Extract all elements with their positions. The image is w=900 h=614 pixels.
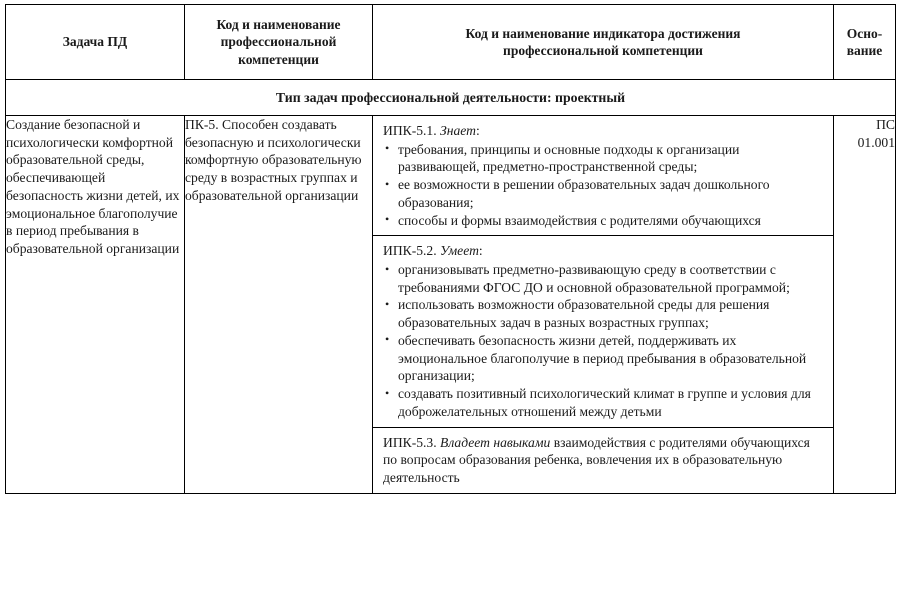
cell-competency-code [185,116,373,494]
task-text: Создание безопасной и психологически комфортной образовательной среды, обеспечивающей безопасность жизни детей, их эмоциональное благополучие в период пребывания в образовательной организации [6,117,180,257]
bullet-icon: • [385,296,390,311]
bullet-icon: • [385,332,390,347]
list-item-text: организовывать предметно-развивающую среду в соответствии с требованиями ФГОС ДО и основной образовательной программой; [398,262,790,295]
list-item [383,296,824,331]
competency-code-text: ПК-5. Способен создавать безопасную и психологически комфортную образовательную среду в возрастных группах и образовательной организации [185,117,362,203]
header-basis-line2: вание [846,43,883,58]
indicator-id-1: ИПК-5.1. [383,123,437,138]
indicator-verb-1: Знает [440,123,476,138]
bullet-icon: • [385,176,390,191]
list-item-text: требования, принципы и основные подходы к организации развивающей, предметно-пространственной среды; [398,141,740,175]
header-cell-basis [834,5,896,80]
header-cell-task [6,5,185,80]
indicator-colon-1: : [475,123,480,138]
indicator-title-1 [383,122,824,140]
section-band-label: Тип задач профессиональной деятельности: проектный [275,89,626,105]
indicator-tail-3: взаимодействия с родителями обучающихся по вопросам образования ребенка, вовлечения их в образовательную деятельность [383,434,810,486]
header-code-line3: компетенции [238,51,319,67]
basis-line1: ПС [876,117,895,132]
header-code-line2: профессиональной [220,34,337,50]
list-item-text: использовать возможности образовательной среды для решения образовательных задач в разных возрастных группах; [398,297,770,331]
indicator-verb-3: Владеет навыками [440,434,551,450]
list-item [383,141,824,176]
header-row [6,5,896,80]
list-item-text: ее возможности в решении образовательных задач дошкольного образования; [398,177,770,210]
indicator-verb-2: Умеет [440,243,479,259]
list-item-text: способы и формы взаимодействия с родителями обучающихся [398,212,761,228]
indicator-paragraph-3 [383,434,824,487]
header-basis-line1: Осно- [846,25,883,41]
bullet-icon: • [385,141,390,156]
list-item-text: обеспечивать безопасность жизни детей, поддерживать их эмоциональное благополучие в период пребывания в образовательной организации; [398,332,807,384]
cell-task [6,116,185,494]
header-indicator-line1: Код и наименование индикатора достижения [465,25,741,41]
indicator-section-1 [373,116,833,236]
indicator-list-1 [383,141,824,230]
indicator-list-2 [383,261,824,421]
competency-matrix-table [5,4,896,494]
list-item [383,332,824,385]
header-code-line1: Код и наименование [216,17,341,33]
indicator-section-2 [373,236,833,427]
list-item-text: создавать позитивный психологический климат в группе и условия для доброжелательных отношений между детьми [398,386,811,419]
bullet-icon: • [385,261,390,276]
table-header [6,5,896,80]
header-cell-code [185,5,373,80]
list-item [383,176,824,211]
list-item [383,212,824,230]
header-indicator-line2: профессиональной компетенции [503,43,703,58]
header-task-label: Задача ПД [62,34,128,50]
indicator-section-3 [373,428,833,493]
cell-indicators [373,116,834,494]
list-item [383,385,824,420]
bullet-icon: • [385,385,390,400]
indicator-colon-2: : [478,243,483,259]
list-item [383,261,824,296]
table-body [6,80,896,494]
section-band-cell [6,80,896,116]
indicator-id-2: ИПК-5.2. [383,243,437,259]
section-band-row [6,80,896,116]
header-cell-indicator [373,5,834,80]
table-row [6,116,896,494]
basis-line2: 01.001 [857,134,895,150]
indicator-title-2 [383,242,824,260]
bullet-icon: • [385,212,390,227]
indicator-id-3: ИПК-5.3. [383,434,437,450]
cell-basis [834,116,896,494]
